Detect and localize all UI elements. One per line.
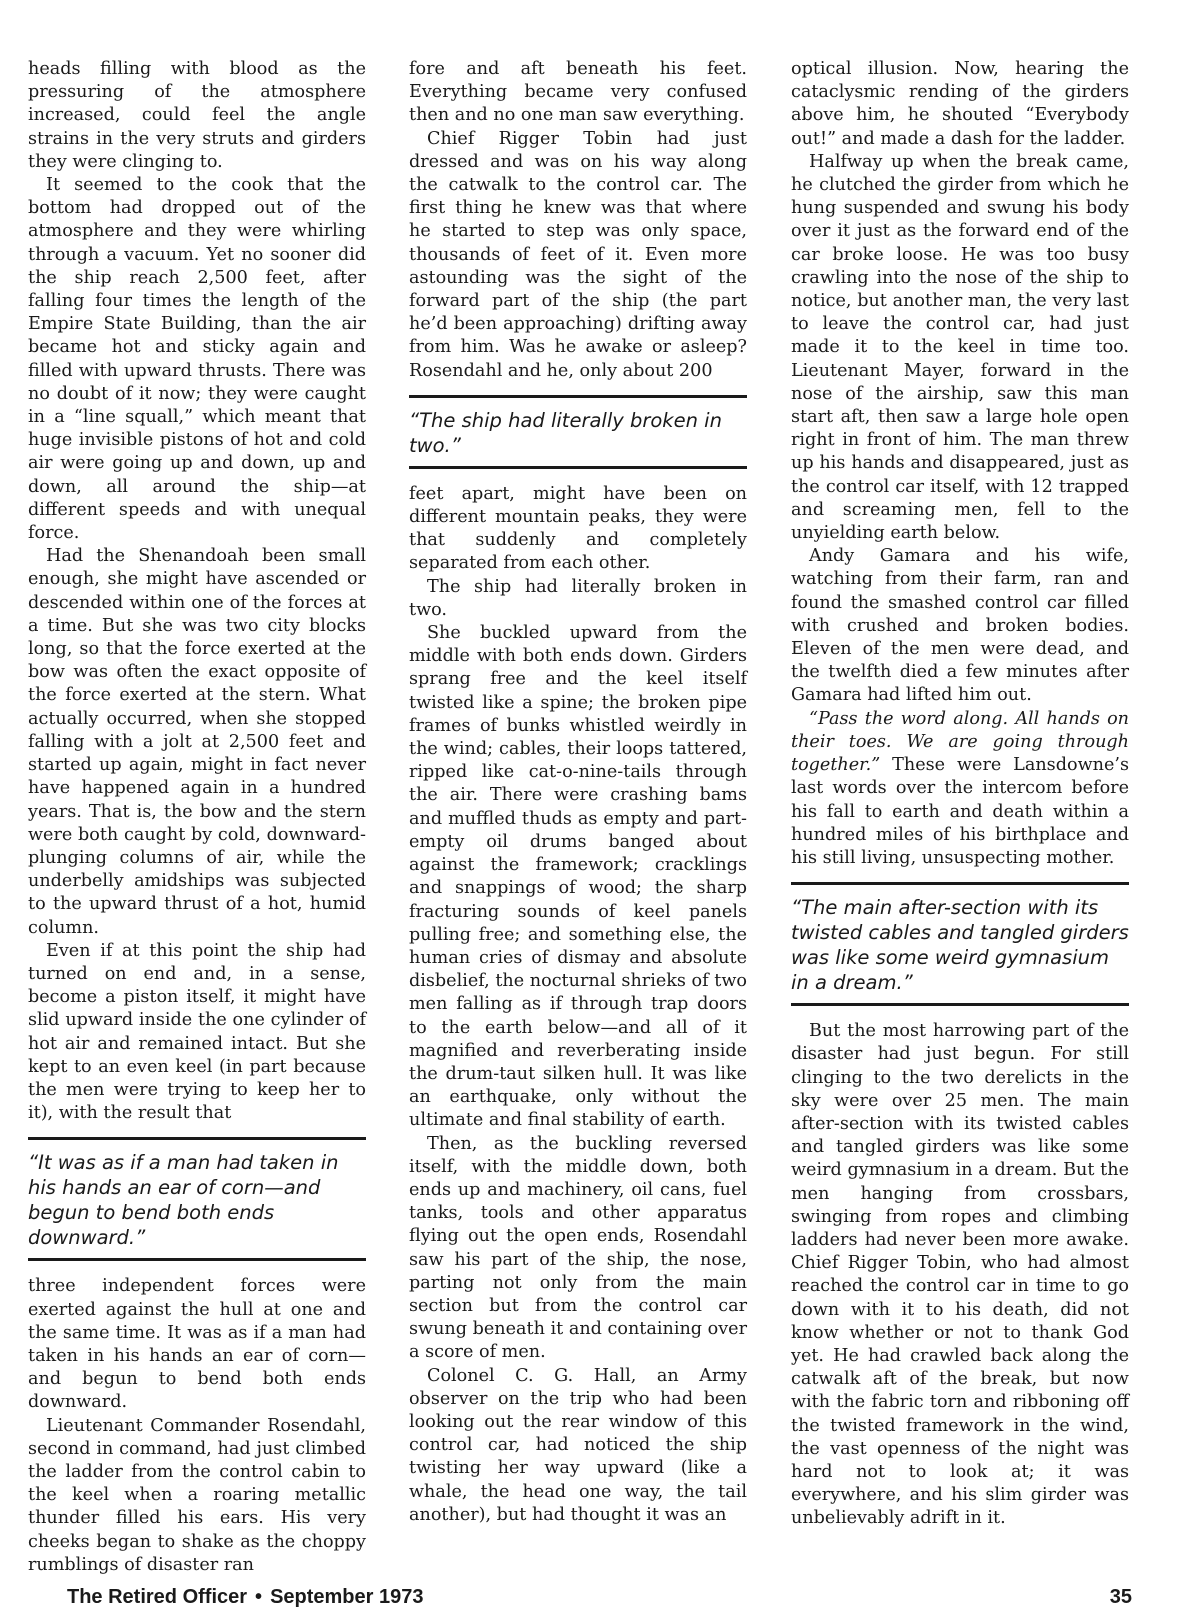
paragraph: It seemed to the cook that the bottom had dropped out of the atmosphere and they were whirling through a vacuum. Yet no sooner did the ship reach 2,500 feet, after falling four times the length of the Empire State Building, than the air became hot and sticky again and filled with upward thrusts. There was no doubt of it now; they were caught in a “line squall,” which meant that huge invisible pistons of hot and cold air were going up and down, up and down, all around the ship—at different speeds and with unequal force. <box>28 175 366 544</box>
paragraph <box>791 708 1129 870</box>
pull-quote-text: “The ship had literally broken in two.” <box>409 408 722 457</box>
paragraph: heads filling with blood as the pressuring of the atmosphere increased, could feel the angle strains in the very struts and girders they were clinging to. <box>28 59 366 172</box>
column-1 <box>28 58 366 1577</box>
pull-quote <box>409 395 747 469</box>
paragraph: Had the Shenandoah been small enough, she might have ascended or descended within one of the forces at a time. But she was two city blocks long, so that the force exerted at the bow was often the exact opposite of the force exerted at the stern. What actually occurred, when she stopped falling with a jolt at 2,500 feet and started up again, might in fact never have happened again in a hundred years. That is, the bow and the stern were both caught by cold, downward-plunging columns of air, while the underbelly amidships was subjected to the upward thrust of a hot, humid column. <box>28 546 366 938</box>
paragraph-continuation: These were Lansdowne’s last words over the intercom before his fall to earth and death within a hundred miles of his birthplace and his still living, unsuspecting mother. <box>791 755 1129 868</box>
paragraph: fore and aft beneath his feet. Everything became very confused then and no one man saw everything. <box>409 59 747 126</box>
paragraph: three independent forces were exerted against the hull at one and the same time. It was as if a man had taken in his hands an ear of corn—and begun to bend both ends downward. <box>28 1276 366 1413</box>
paragraph: Even if at this point the ship had turned on end and, in a sense, become a piston itself, it might have slid upward inside the one cylinder of hot air and remained intact. But she kept to an even keel (in part because the men were trying to keep her to it), with the result that <box>28 940 366 1124</box>
paragraph: Andy Gamara and his wife, watching from their farm, ran and found the smashed control car filled with crushed and broken bodies. Eleven of the men were dead, and the twelfth died a few minutes after Gamara had lifted him out. <box>791 546 1129 706</box>
pull-quote-text: “The main after-section with its twisted cables and tangled girders was like some weird gymnasium in a dream.” <box>791 896 1129 995</box>
page-footer <box>67 1586 1132 1612</box>
paragraph: She buckled upward from the middle with both ends down. Girders sprang free and the keel itself twisted like a spine; the broken pipe frames of bunks whistled weirdly in the wind; cables, their loops tattered, ripped like cat-o-nine-tails through the air. There were crashing bams and muffled thuds as empty and part-empty oil drums banged about against the framework; cracklings and snappings of wood; the sharp fracturing sounds of keel panels pulling free; and something else, the human cries of dismay and absolute disbelief, the nocturnal shrieks of two men falling as if through trap doors to the earth below—and all of it magnified and reverberating inside the drum-taut silken hull. It was like an earthquake, only without the ultimate and final stability of earth. <box>409 623 747 1131</box>
quoted-last-words: “Pass the word along. All hands on their toes. We are going through together.” <box>791 708 1129 776</box>
issue-date: September 1973 <box>270 1586 424 1608</box>
column-2 <box>409 58 747 1527</box>
paragraph: Then, as the buckling reversed itself, with the middle down, both ends up and machinery, oil cans, fuel tanks, tools and other apparatus flying out the open ends, Rosendahl saw his part of the ship, the nose, parting not only from the main section but from the control car swung beneath it and containing over a score of men. <box>409 1133 747 1363</box>
column-3 <box>791 58 1129 1531</box>
page-number: 35 <box>1109 1586 1132 1608</box>
pull-quote <box>791 882 1129 1006</box>
paragraph: The ship had literally broken in two. <box>409 576 747 620</box>
footer-credit <box>67 1586 423 1609</box>
paragraph: Colonel C. G. Hall, an Army observer on the trip who had been looking out the rear window of this control car, had noticed the ship twisting her way upward (like a whale, the head one way, the tail another), but had thought it was an <box>409 1365 747 1525</box>
paragraph: feet apart, might have been on different mountain peaks, they were that suddenly and completely separated from each other. <box>409 483 747 574</box>
pull-quote <box>28 1137 366 1261</box>
paragraph: But the most harrowing part of the disaster had just begun. For still clinging to the two derelicts in the sky were over 25 men. The main after-section with its twisted cables and tangled girders was like some weird gymnasium in a dream. But the men hanging from crossbars, swinging from ropes and climbing ladders had never been more awake. Chief Rigger Tobin, who had almost reached the control car in time to go down with it to his death, did not know whether or not to thank God yet. He had crawled back along the catwalk aft of the break, but now with the fabric torn and ribboning off the twisted framework in the wind, the vast openness of the night was hard not to look at; it was everywhere, and his slim girder was unbelievably adrift in it. <box>791 1021 1129 1529</box>
paragraph: Halfway up when the break came, he clutched the girder from which he hung suspended and swung his body over it just as the forward end of the car broke loose. He was too busy crawling into the nose of the ship to notice, but another man, the very last to leave the control car, had just made it to the keel in time too. Lieutenant Mayer, forward in the nose of the airship, saw this man start aft, then saw a large hole open right in front of him. The man threw up his hands and disappeared, just as the control car itself, with 12 trapped and screaming men, fell to the unyielding earth below. <box>791 151 1129 544</box>
pull-quote-text: “It was as if a man had taken in his hands an ear of corn—and begun to bend both ends downward.” <box>28 1151 339 1250</box>
paragraph: Chief Rigger Tobin had just dressed and was on his way along the catwalk to the control car. The first thing he knew was that where he started to step was only space, thousands of feet of it. Even more astounding was the sight of the forward part of the ship (the part he’d been approaching) drifting away from him. Was he awake or asleep? Rosendahl and he, only about 200 <box>409 128 747 381</box>
footer-bullet: • <box>255 1586 263 1608</box>
paragraph: optical illusion. Now, hearing the cataclysmic rending of the girders above him, he shouted “Everybody out!” and made a dash for the ladder. <box>791 59 1129 149</box>
publication-name: The Retired Officer <box>67 1586 248 1608</box>
paragraph: Lieutenant Commander Rosendahl, second in command, had just climbed the ladder from the control cabin to the keel when a roaring metallic thunder filled his ears. His very cheeks began to shake as the choppy rumblings of disaster ran <box>28 1415 366 1575</box>
